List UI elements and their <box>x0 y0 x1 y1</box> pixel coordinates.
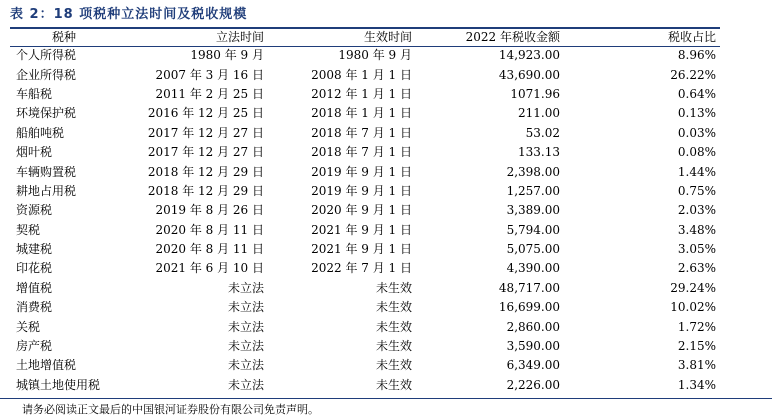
effective-date-cell: 未生效 <box>375 280 412 295</box>
effective-date-cell: 1980 年 9 月 <box>338 48 412 63</box>
effective-date-cell: 2008 年 1 月 1 日 <box>311 67 412 82</box>
legislation-date-cell: 2020 年 8 月 11 日 <box>155 242 264 257</box>
effective-date-cell: 2019 年 9 月 1 日 <box>311 183 412 198</box>
tax-amount-cell: 53.02 <box>525 125 560 140</box>
table-row <box>10 298 720 317</box>
legislation-date-cell: 未立法 <box>227 280 264 295</box>
table-header-row <box>10 29 720 46</box>
legislation-date-cell: 未立法 <box>227 300 264 315</box>
tax-type-cell: 个人所得税 <box>16 48 77 63</box>
legislation-date-cell: 2017 年 12 月 27 日 <box>147 145 264 160</box>
tax-amount-cell: 14,923.00 <box>498 48 560 63</box>
tax-share-cell: 0.08% <box>677 145 716 160</box>
tax-share-cell: 3.48% <box>677 222 716 237</box>
tax-share-cell: 1.72% <box>677 319 716 334</box>
table-caption: 表 2：18 项税种立法时间及税收规模 <box>10 7 248 22</box>
legislation-date-cell: 2011 年 2 月 25 日 <box>155 86 264 101</box>
tax-share-cell: 8.96% <box>677 48 716 63</box>
legislation-date-cell: 2021 年 6 月 10 日 <box>155 261 264 276</box>
effective-date-cell: 未生效 <box>375 339 412 354</box>
effective-date-cell: 2018 年 7 月 1 日 <box>311 125 412 140</box>
header-legislation-date: 立法时间 <box>215 30 264 44</box>
legislation-date-cell: 2018 年 12 月 29 日 <box>147 164 264 179</box>
effective-date-cell: 2021 年 9 月 1 日 <box>311 222 412 237</box>
tax-share-cell: 2.63% <box>677 261 716 276</box>
tax-type-cell: 增值税 <box>16 280 53 295</box>
effective-date-cell: 未生效 <box>375 358 412 373</box>
legislation-date-cell: 2016 年 12 月 25 日 <box>147 106 264 121</box>
tax-type-cell: 车船税 <box>16 86 53 101</box>
tax-amount-cell: 3,389.00 <box>506 203 560 218</box>
tax-share-cell: 29.24% <box>670 280 716 295</box>
tax-type-cell: 印花税 <box>16 261 53 276</box>
tax-share-cell: 3.05% <box>677 242 716 257</box>
header-tax-type: 税种 <box>51 30 76 44</box>
legislation-date-cell: 未立法 <box>227 319 264 334</box>
legislation-date-cell: 未立法 <box>227 377 264 392</box>
table-row <box>10 201 720 220</box>
table-row <box>10 104 720 123</box>
table-row <box>10 259 720 278</box>
legislation-date-cell: 2007 年 3 月 16 日 <box>155 67 264 82</box>
effective-date-cell: 2018 年 1 月 1 日 <box>311 106 412 121</box>
table-row <box>10 65 720 84</box>
legislation-date-cell: 2017 年 12 月 27 日 <box>147 125 264 140</box>
effective-date-cell: 未生效 <box>375 300 412 315</box>
tax-share-cell: 3.81% <box>677 358 716 373</box>
tax-amount-cell: 2,398.00 <box>506 164 560 179</box>
effective-date-cell: 2022 年 7 月 1 日 <box>311 261 412 276</box>
effective-date-cell: 2019 年 9 月 1 日 <box>311 164 412 179</box>
disclaimer-footer: 请务必阅读正文最后的中国银河证券股份有限公司免责声明。 <box>22 403 319 416</box>
tax-type-cell: 耕地占用税 <box>16 183 77 198</box>
tax-type-cell: 船舶吨税 <box>16 125 65 140</box>
effective-date-cell: 未生效 <box>375 319 412 334</box>
legislation-date-cell: 未立法 <box>227 339 264 354</box>
tax-type-cell: 消费税 <box>16 300 53 315</box>
tax-type-cell: 房产税 <box>16 339 53 354</box>
table-row <box>10 162 720 181</box>
tax-amount-cell: 5,794.00 <box>506 222 560 237</box>
tax-share-cell: 26.22% <box>670 67 716 82</box>
header-effective-date: 生效时间 <box>363 30 412 44</box>
tax-amount-cell: 48,717.00 <box>498 280 560 295</box>
legislation-date-cell: 2019 年 8 月 26 日 <box>155 203 264 218</box>
tax-share-cell: 0.13% <box>677 106 716 121</box>
tax-share-cell: 2.03% <box>677 203 716 218</box>
table-row <box>10 46 720 65</box>
tax-share-cell: 2.15% <box>677 339 716 354</box>
tax-type-cell: 烟叶税 <box>16 145 53 160</box>
tax-amount-cell: 2,860.00 <box>506 319 560 334</box>
tax-type-cell: 环境保护税 <box>16 106 77 121</box>
tax-amount-cell: 16,699.00 <box>498 300 560 315</box>
tax-amount-cell: 1,257.00 <box>506 183 560 198</box>
tax-type-cell: 土地增值税 <box>16 358 77 373</box>
table-row <box>10 143 720 162</box>
table-bottom-rule <box>0 398 772 399</box>
tax-amount-cell: 4,390.00 <box>506 261 560 276</box>
table-row <box>10 124 720 143</box>
tax-share-cell: 0.75% <box>677 183 716 198</box>
tax-share-cell: 10.02% <box>670 300 716 315</box>
tax-amount-cell: 43,690.00 <box>498 67 560 82</box>
table-row <box>10 85 720 104</box>
tax-type-cell: 关税 <box>16 319 41 334</box>
tax-type-cell: 车辆购置税 <box>16 164 77 179</box>
table-row <box>10 356 720 375</box>
table-row <box>10 221 720 240</box>
tax-amount-cell: 3,590.00 <box>506 339 560 354</box>
effective-date-cell: 未生效 <box>375 377 412 392</box>
tax-share-cell: 0.03% <box>677 125 716 140</box>
effective-date-cell: 2020 年 9 月 1 日 <box>311 203 412 218</box>
tax-amount-cell: 133.13 <box>518 145 560 160</box>
tax-share-cell: 1.44% <box>677 164 716 179</box>
tax-type-cell: 资源税 <box>16 203 53 218</box>
tax-share-cell: 1.34% <box>677 377 716 392</box>
legislation-date-cell: 1980 年 9 月 <box>190 48 264 63</box>
table-row <box>10 240 720 259</box>
tax-amount-cell: 1071.96 <box>510 86 560 101</box>
tax-table <box>10 29 720 395</box>
legislation-date-cell: 2020 年 8 月 11 日 <box>155 222 264 237</box>
tax-amount-cell: 5,075.00 <box>506 242 560 257</box>
table-row <box>10 317 720 336</box>
tax-type-cell: 城建税 <box>16 242 53 257</box>
table-row <box>10 182 720 201</box>
legislation-date-cell: 2018 年 12 月 29 日 <box>147 183 264 198</box>
effective-date-cell: 2012 年 1 月 1 日 <box>311 86 412 101</box>
tax-type-cell: 契税 <box>16 222 41 237</box>
tax-amount-cell: 211.00 <box>518 106 560 121</box>
tax-amount-cell: 6,349.00 <box>506 358 560 373</box>
tax-share-cell: 0.64% <box>677 86 716 101</box>
legislation-date-cell: 未立法 <box>227 358 264 373</box>
tax-type-cell: 城镇土地使用税 <box>16 377 101 392</box>
tax-type-cell: 企业所得税 <box>16 67 77 82</box>
effective-date-cell: 2021 年 9 月 1 日 <box>311 242 412 257</box>
header-tax-amount-2022: 2022 年税收金额 <box>465 30 560 44</box>
table-row <box>10 337 720 356</box>
table-row <box>10 376 720 395</box>
header-tax-share: 税收占比 <box>667 30 716 44</box>
table-row <box>10 279 720 298</box>
effective-date-cell: 2018 年 7 月 1 日 <box>311 145 412 160</box>
tax-amount-cell: 2,226.00 <box>506 377 560 392</box>
